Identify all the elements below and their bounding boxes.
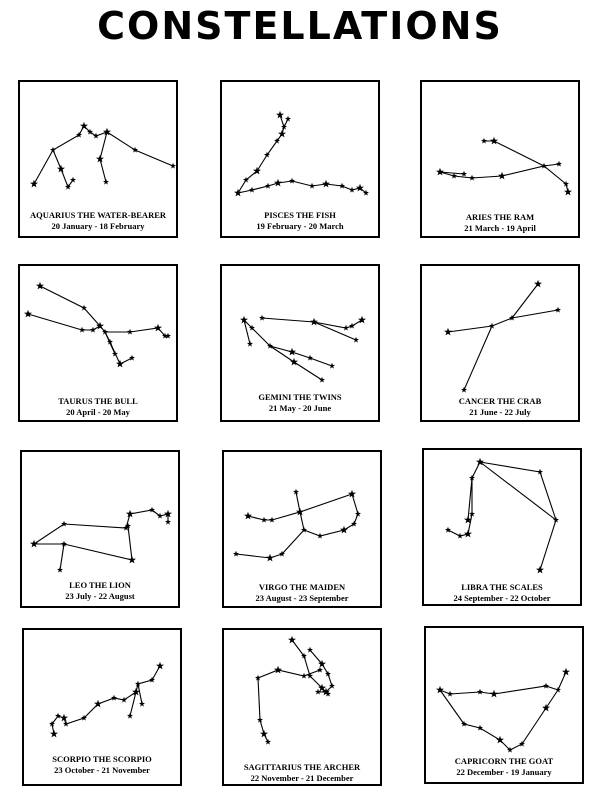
constellation-line	[512, 310, 558, 318]
card-name: CANCER THE CRAB	[458, 396, 542, 406]
card-scorpio	[22, 628, 182, 786]
star-icon	[265, 739, 271, 745]
star-icon	[464, 530, 472, 538]
constellation-line	[34, 510, 168, 544]
star-icon	[30, 540, 38, 548]
sagittarius-constellation	[224, 630, 380, 784]
star-icon	[490, 690, 498, 698]
page-title: CONSTELLATIONS	[97, 4, 503, 48]
star-icon	[536, 566, 544, 574]
star-icon	[247, 341, 253, 347]
star-icon	[154, 324, 162, 332]
star-icon	[349, 323, 355, 329]
star-icon	[132, 147, 138, 153]
star-icon	[24, 310, 32, 318]
star-icon	[555, 307, 561, 313]
star-icon	[444, 328, 452, 336]
constellation-line	[300, 494, 352, 512]
card-name: ARIES THE RAM	[465, 212, 535, 222]
card-dates: 21 May - 20 June	[268, 403, 332, 413]
star-icon	[310, 318, 318, 326]
libra-constellation	[424, 450, 580, 604]
card-name: SAGITTARIUS THE ARCHER	[243, 762, 361, 772]
star-icon	[348, 490, 356, 498]
star-icon	[111, 695, 117, 701]
star-icon	[261, 517, 267, 523]
star-icon	[57, 567, 63, 573]
card-dates: 23 July - 22 August	[65, 591, 135, 601]
card-libra	[422, 448, 582, 606]
card-virgo	[222, 450, 382, 608]
constellation-line	[34, 526, 132, 560]
star-icon	[285, 116, 291, 122]
star-icon	[340, 526, 348, 534]
star-icon	[127, 713, 133, 719]
star-icon	[260, 730, 268, 738]
card-dates: 23 August - 23 September	[255, 593, 349, 603]
star-icon	[274, 666, 282, 674]
card-aries	[420, 80, 580, 238]
card-name: SCORPIO THE SCORPIO	[52, 754, 152, 764]
star-icon	[288, 348, 296, 356]
constellation-line	[270, 346, 322, 380]
star-icon	[112, 351, 118, 357]
star-icon	[57, 165, 65, 173]
card-name: VIRGO THE MAIDEN	[258, 582, 346, 592]
star-icon	[266, 554, 274, 562]
star-icon	[355, 511, 361, 517]
star-icon	[269, 517, 275, 523]
star-icon	[289, 178, 295, 184]
constellation-line	[52, 666, 160, 734]
card-dates: 22 November - 21 December	[250, 773, 354, 783]
card-name: AQUARIUS THE WATER-BEARER	[29, 210, 167, 220]
star-icon	[149, 677, 155, 683]
constellation-line	[484, 141, 544, 166]
constellation-line	[236, 530, 304, 558]
star-icon	[556, 161, 562, 167]
card-name: LEO THE LION	[69, 580, 131, 590]
star-icon	[534, 280, 542, 288]
star-icon	[436, 686, 444, 694]
star-icon	[317, 667, 323, 673]
star-icon	[139, 701, 145, 707]
star-icon	[317, 533, 323, 539]
card-name: LIBRA THE SCALES	[461, 582, 543, 592]
star-icon	[126, 510, 134, 518]
constellation-line	[262, 318, 362, 328]
card-pisces	[220, 80, 380, 238]
card-dates: 19 February - 20 March	[256, 221, 344, 231]
card-gemini	[220, 264, 380, 422]
star-icon	[436, 168, 444, 176]
constellation-line	[105, 332, 132, 364]
star-icon	[447, 691, 453, 697]
card-name: TAURUS THE BULL	[58, 396, 138, 406]
star-icon	[128, 556, 136, 564]
card-sagittarius	[222, 628, 382, 786]
star-icon	[288, 636, 296, 644]
card-capricorn	[424, 626, 584, 784]
star-icon	[121, 697, 127, 703]
constellation-line	[100, 132, 107, 182]
constellation-line	[258, 670, 320, 734]
constellation-line	[314, 322, 356, 340]
star-icon	[36, 282, 44, 290]
constellation-line	[60, 544, 64, 570]
card-dates: 23 October - 21 November	[54, 765, 150, 775]
constellation-line	[296, 492, 300, 512]
star-icon	[276, 111, 284, 119]
constellation-line	[448, 284, 538, 332]
constellation-line	[138, 684, 142, 704]
card-aquarius	[18, 80, 178, 238]
star-icon	[562, 668, 570, 676]
star-icon	[63, 721, 69, 727]
card-leo	[20, 450, 180, 608]
star-icon	[278, 130, 286, 138]
constellation-line	[464, 326, 492, 390]
constellation-line	[480, 462, 556, 520]
star-icon	[165, 519, 171, 525]
card-dates: 20 January - 18 February	[51, 221, 145, 231]
star-icon	[50, 730, 58, 738]
card-name: CAPRICORN THE GOAT	[454, 756, 554, 766]
star-icon	[542, 704, 550, 712]
star-icon	[55, 713, 61, 719]
star-icon	[543, 683, 549, 689]
star-icon	[353, 337, 359, 343]
constellation-line	[244, 320, 332, 366]
star-icon	[498, 172, 506, 180]
star-icon	[319, 377, 325, 383]
star-icon	[461, 387, 467, 393]
star-icon	[233, 551, 239, 557]
card-cancer	[420, 264, 580, 422]
star-icon	[156, 662, 164, 670]
star-icon	[157, 513, 163, 519]
star-icon	[274, 179, 282, 187]
constellation-line	[480, 462, 556, 570]
constellation-line	[448, 462, 480, 536]
card-taurus	[18, 264, 178, 422]
card-dates: 21 June - 22 July	[469, 407, 531, 417]
card-dates: 22 December - 19 January	[456, 767, 552, 777]
star-icon	[70, 177, 76, 183]
card-name: GEMINI THE TWINS	[258, 392, 342, 402]
star-icon	[477, 689, 483, 695]
star-icon	[50, 147, 56, 153]
star-icon	[490, 137, 498, 145]
star-icon	[103, 179, 109, 185]
star-icon	[244, 512, 252, 520]
star-icon	[116, 360, 124, 368]
star-icon	[129, 355, 135, 361]
card-dates: 20 April - 20 May	[66, 407, 130, 417]
star-icon	[555, 687, 561, 693]
constellation-line	[238, 181, 366, 193]
constellation-line	[440, 672, 566, 694]
star-icon	[301, 673, 307, 679]
star-icon	[96, 155, 104, 163]
card-dates: 24 September - 22 October	[453, 593, 551, 603]
star-icon	[564, 188, 572, 196]
star-icon	[60, 714, 68, 722]
star-icon	[322, 180, 330, 188]
star-icon	[30, 180, 38, 188]
card-name: PISCES THE FISH	[264, 210, 336, 220]
star-icon	[445, 527, 451, 533]
card-dates: 21 March - 19 April	[464, 223, 536, 233]
star-icon	[457, 533, 463, 539]
